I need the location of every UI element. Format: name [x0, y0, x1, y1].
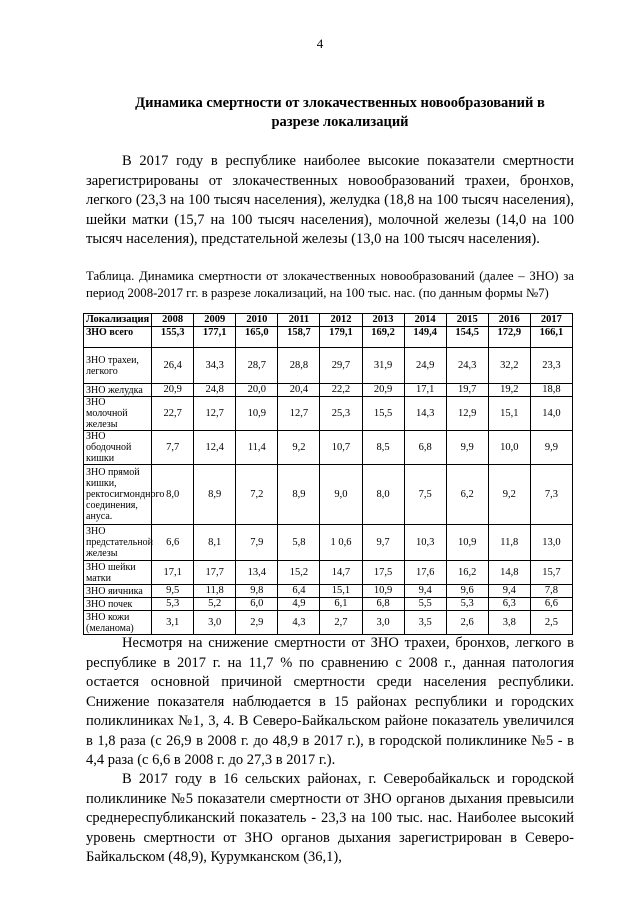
value-cell: 17,1 [404, 384, 446, 397]
value-cell: 10,9 [236, 397, 278, 431]
value-cell: 22,7 [152, 397, 194, 431]
value-cell: 11,4 [236, 431, 278, 465]
value-cell: 6,0 [236, 598, 278, 611]
value-cell: 24,9 [404, 348, 446, 384]
table-row [84, 465, 573, 525]
row-label: ЗНО трахеи, легкого [84, 348, 152, 384]
section-heading: Динамика смертности от злокачественных новообразований в разрезе локализаций [135, 95, 545, 130]
value-cell: 6,2 [446, 465, 488, 525]
table-row [84, 598, 573, 611]
value-cell: 9,4 [488, 585, 530, 598]
header-cell: 2017 [530, 314, 572, 327]
value-cell: 12,7 [194, 397, 236, 431]
row-label: ЗНО почек [84, 598, 152, 611]
value-cell: 15,5 [362, 397, 404, 431]
row-label: ЗНО прямой кишки, ректосигмондного соединения, ануса. [84, 465, 152, 525]
row-label: ЗНО всего [84, 327, 152, 348]
value-cell: 165,0 [236, 327, 278, 348]
value-cell: 10,0 [488, 431, 530, 465]
value-cell: 179,1 [320, 327, 362, 348]
header-cell: 2016 [488, 314, 530, 327]
page-number: 4 [316, 36, 324, 51]
value-cell: 172,9 [488, 327, 530, 348]
value-cell: 6,3 [488, 598, 530, 611]
paragraph-lung-cancer: Несмотря на снижение смертности от ЗНО трахеи, бронхов, легкого в республике в 2017 г. на 11,7 % по сравнению с 2008 г., данная патология остается основной причиной смертности среди населения республики. Снижение показателя наблюдается в 15 районах республики и городских поликлиниках №1, 3, 4. В Северо-Байкальском районе показатель увеличился в 1,8 раза (с 26,9 в 2008 г. до 48,9 в 2017 г.), в городской поликлинике №5 - в 4,4 раза (с 6,6 в 2008 г. до 27,3 в 2017 г.). [86, 635, 574, 768]
value-cell: 4,9 [278, 598, 320, 611]
value-cell: 14,7 [320, 561, 362, 585]
paragraph-districts: В 2017 году в 16 сельских районах, г. Северобайкальск и городской поликлинике №5 показатели смертности от ЗНО органов дыхания превысили среднереспубликанский показатель - 23,3 на 100 тыс. нас. Наиболее высокий уровень смертности от ЗНО органов дыхания зарегистрирован в Северо-Байкальском (48,9), Курумканском (36,1), [86, 771, 574, 865]
value-cell: 15,1 [320, 585, 362, 598]
header-cell: 2012 [320, 314, 362, 327]
value-cell: 28,7 [236, 348, 278, 384]
value-cell: 23,3 [530, 348, 572, 384]
value-cell: 12,7 [278, 397, 320, 431]
value-cell: 2,9 [236, 611, 278, 635]
table-row [84, 327, 573, 348]
value-cell: 3,0 [362, 611, 404, 635]
value-cell: 6,6 [530, 598, 572, 611]
value-cell: 10,9 [362, 585, 404, 598]
table-header-row [84, 314, 573, 327]
value-cell: 6,8 [362, 598, 404, 611]
value-cell: 3,5 [404, 611, 446, 635]
value-cell: 22,2 [320, 384, 362, 397]
value-cell: 155,3 [152, 327, 194, 348]
value-cell: 12,9 [446, 397, 488, 431]
value-cell: 8,0 [362, 465, 404, 525]
row-label: ЗНО предстательной железы [84, 525, 152, 561]
header-cell: 2015 [446, 314, 488, 327]
row-label: ЗНО желудка [84, 384, 152, 397]
value-cell: 13,0 [530, 525, 572, 561]
header-cell: 2011 [278, 314, 320, 327]
value-cell: 31,9 [362, 348, 404, 384]
value-cell: 8,9 [278, 465, 320, 525]
value-cell: 11,8 [488, 525, 530, 561]
value-cell: 158,7 [278, 327, 320, 348]
value-cell: 26,4 [152, 348, 194, 384]
table-row [84, 384, 573, 397]
value-cell: 9,7 [362, 525, 404, 561]
value-cell: 24,3 [446, 348, 488, 384]
value-cell: 15,2 [278, 561, 320, 585]
value-cell: 17,1 [152, 561, 194, 585]
value-cell: 9,8 [236, 585, 278, 598]
value-cell: 7,2 [236, 465, 278, 525]
value-cell: 154,5 [446, 327, 488, 348]
table-row [84, 585, 573, 598]
value-cell: 9,5 [152, 585, 194, 598]
value-cell: 5,5 [404, 598, 446, 611]
header-cell: Локализация [84, 314, 152, 327]
value-cell: 7,3 [530, 465, 572, 525]
value-cell: 6,1 [320, 598, 362, 611]
value-cell: 9,9 [446, 431, 488, 465]
table-caption: Таблица. Динамика смертности от злокачественных новообразований (далее – ЗНО) за период 2008-2017 гг. в разрезе локализаций, на 100 тыс. нас. (по данным формы №7) [86, 269, 574, 300]
paragraph-intro: В 2017 году в республике наиболее высокие показатели смертности зарегистрированы от злокачественных новообразований трахеи, бронхов, легкого (23,3 на 100 тысяч населения), желудка (18,8 на 100 тысяч населения), шейки матки (15,7 на 100 тысяч населения), молочной железы (14,0 на 100 тысяч населения), предстательной железы (13,0 на 100 тысяч населения). [86, 153, 574, 247]
value-cell: 8,5 [362, 431, 404, 465]
value-cell: 8,1 [194, 525, 236, 561]
table-row [84, 525, 573, 561]
value-cell: 9,6 [446, 585, 488, 598]
value-cell: 10,7 [320, 431, 362, 465]
value-cell: 9,4 [404, 585, 446, 598]
value-cell: 2,5 [530, 611, 572, 635]
value-cell: 25,3 [320, 397, 362, 431]
value-cell: 2,7 [320, 611, 362, 635]
value-cell: 5,8 [278, 525, 320, 561]
value-cell: 3,1 [152, 611, 194, 635]
value-cell: 4,3 [278, 611, 320, 635]
value-cell: 10,3 [404, 525, 446, 561]
header-cell: 2009 [194, 314, 236, 327]
value-cell: 6,8 [404, 431, 446, 465]
header-cell: 2008 [152, 314, 194, 327]
value-cell: 10,9 [446, 525, 488, 561]
value-cell: 13,4 [236, 561, 278, 585]
value-cell: 6,4 [278, 585, 320, 598]
value-cell: 5,3 [152, 598, 194, 611]
value-cell: 3,8 [488, 611, 530, 635]
value-cell: 7,9 [236, 525, 278, 561]
value-cell: 149,4 [404, 327, 446, 348]
table-row [84, 561, 573, 585]
header-cell: 2013 [362, 314, 404, 327]
value-cell: 16,2 [446, 561, 488, 585]
value-cell: 9,9 [530, 431, 572, 465]
value-cell: 15,1 [488, 397, 530, 431]
value-cell: 34,3 [194, 348, 236, 384]
value-cell: 14,8 [488, 561, 530, 585]
value-cell: 9,2 [488, 465, 530, 525]
value-cell: 3,0 [194, 611, 236, 635]
value-cell: 17,7 [194, 561, 236, 585]
value-cell: 9,0 [320, 465, 362, 525]
value-cell: 7,8 [530, 585, 572, 598]
value-cell: 19,7 [446, 384, 488, 397]
value-cell: 8,0 [152, 465, 194, 525]
value-cell: 12,4 [194, 431, 236, 465]
value-cell: 5,2 [194, 598, 236, 611]
value-cell: 1 0,6 [320, 525, 362, 561]
row-label: ЗНО молочной железы [84, 397, 152, 431]
value-cell: 17,6 [404, 561, 446, 585]
value-cell: 29,7 [320, 348, 362, 384]
value-cell: 28,8 [278, 348, 320, 384]
value-cell: 177,1 [194, 327, 236, 348]
value-cell: 14,3 [404, 397, 446, 431]
value-cell: 5,3 [446, 598, 488, 611]
row-label: ЗНО кожи (меланома) [84, 611, 152, 635]
value-cell: 14,0 [530, 397, 572, 431]
value-cell: 15,7 [530, 561, 572, 585]
value-cell: 9,2 [278, 431, 320, 465]
header-cell: 2014 [404, 314, 446, 327]
value-cell: 20,9 [362, 384, 404, 397]
value-cell: 8,9 [194, 465, 236, 525]
value-cell: 7,5 [404, 465, 446, 525]
table-row [84, 397, 573, 431]
value-cell: 19,2 [488, 384, 530, 397]
table-row [84, 431, 573, 465]
value-cell: 169,2 [362, 327, 404, 348]
value-cell: 20,4 [278, 384, 320, 397]
value-cell: 2,6 [446, 611, 488, 635]
table-row [84, 348, 573, 384]
mortality-table [83, 313, 573, 635]
value-cell: 11,8 [194, 585, 236, 598]
value-cell: 7,7 [152, 431, 194, 465]
row-label: ЗНО ободочной кишки [84, 431, 152, 465]
value-cell: 20,0 [236, 384, 278, 397]
value-cell: 20,9 [152, 384, 194, 397]
table-row [84, 611, 573, 635]
value-cell: 24,8 [194, 384, 236, 397]
row-label: ЗНО яичника [84, 585, 152, 598]
value-cell: 32,2 [488, 348, 530, 384]
value-cell: 6,6 [152, 525, 194, 561]
value-cell: 166,1 [530, 327, 572, 348]
value-cell: 17,5 [362, 561, 404, 585]
header-cell: 2010 [236, 314, 278, 327]
row-label: ЗНО шейки матки [84, 561, 152, 585]
value-cell: 18,8 [530, 384, 572, 397]
